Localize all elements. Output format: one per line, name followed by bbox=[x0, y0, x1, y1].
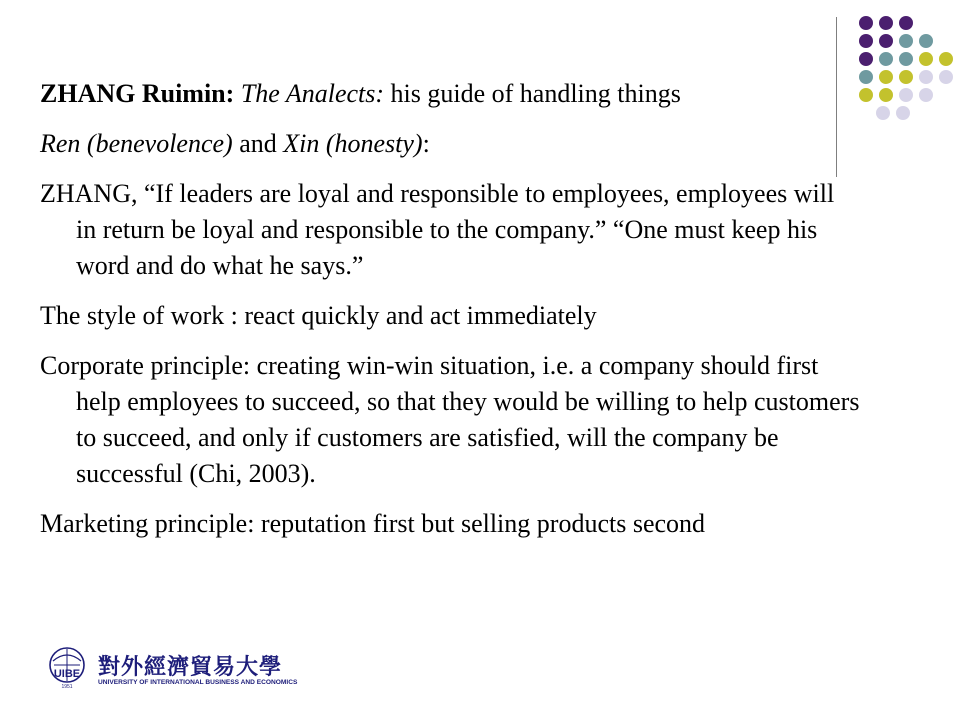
ren-term: Ren (benevolence) bbox=[40, 129, 233, 158]
decorative-dot bbox=[879, 88, 893, 102]
decorative-dot bbox=[896, 106, 910, 120]
title-suffix: his guide of handling things bbox=[390, 79, 681, 108]
decorative-dot bbox=[879, 34, 893, 48]
decorative-dot bbox=[899, 70, 913, 84]
decorative-dot bbox=[939, 52, 953, 66]
uibe-emblem-icon bbox=[44, 644, 90, 690]
and-word: and bbox=[239, 129, 277, 158]
title-book: The Analects: bbox=[240, 79, 385, 108]
decorative-dot bbox=[859, 70, 873, 84]
slide-body bbox=[40, 76, 860, 556]
emblem-year: 1951 bbox=[61, 684, 73, 690]
corporate-principle: Corporate principle: creating win-win situation, i.e. a company should first help employees to succeed, so that they would be willing to help customers to succeed, and only if customers are satisfied, will the company be successful (Chi, 2003). bbox=[40, 351, 860, 488]
zhang-quote: ZHANG, “If leaders are loyal and responsible to employees, employees will in return be loyal and responsible to the company.” “One must keep his word and do what he says.” bbox=[40, 179, 835, 280]
xin-term: Xin (honesty) bbox=[283, 129, 423, 158]
university-name-english: UNIVERSITY OF INTERNATIONAL BUSINESS AND ECONOMICS bbox=[98, 679, 298, 686]
decorative-dot bbox=[879, 52, 893, 66]
decorative-dot bbox=[939, 70, 953, 84]
decorative-dot bbox=[919, 88, 933, 102]
decorative-dot bbox=[879, 16, 893, 30]
decorative-dot bbox=[859, 34, 873, 48]
title-line bbox=[40, 76, 860, 112]
decorative-dot bbox=[899, 88, 913, 102]
decorative-dot bbox=[919, 52, 933, 66]
decorative-dot bbox=[859, 88, 873, 102]
decorative-dot bbox=[899, 34, 913, 48]
decorative-dot bbox=[879, 70, 893, 84]
decorative-dot bbox=[919, 34, 933, 48]
marketing-principle: Marketing principle: reputation first but selling products second bbox=[40, 509, 706, 538]
decorative-dot bbox=[859, 52, 873, 66]
university-name-chinese: 對外經濟貿易大學 bbox=[98, 654, 283, 680]
decorative-dot bbox=[859, 16, 873, 30]
decorative-dot bbox=[919, 70, 933, 84]
decorative-dot bbox=[876, 106, 890, 120]
virtues-line bbox=[40, 126, 860, 162]
university-logo bbox=[44, 644, 298, 694]
decorative-dot bbox=[899, 16, 913, 30]
title-prefix: ZHANG Ruimin: bbox=[40, 79, 235, 108]
decorative-dot bbox=[899, 52, 913, 66]
emblem-text: UIBE bbox=[53, 668, 81, 680]
virtues-colon: : bbox=[422, 129, 430, 158]
style-of-work: The style of work : react quickly and act immediately bbox=[40, 301, 597, 330]
